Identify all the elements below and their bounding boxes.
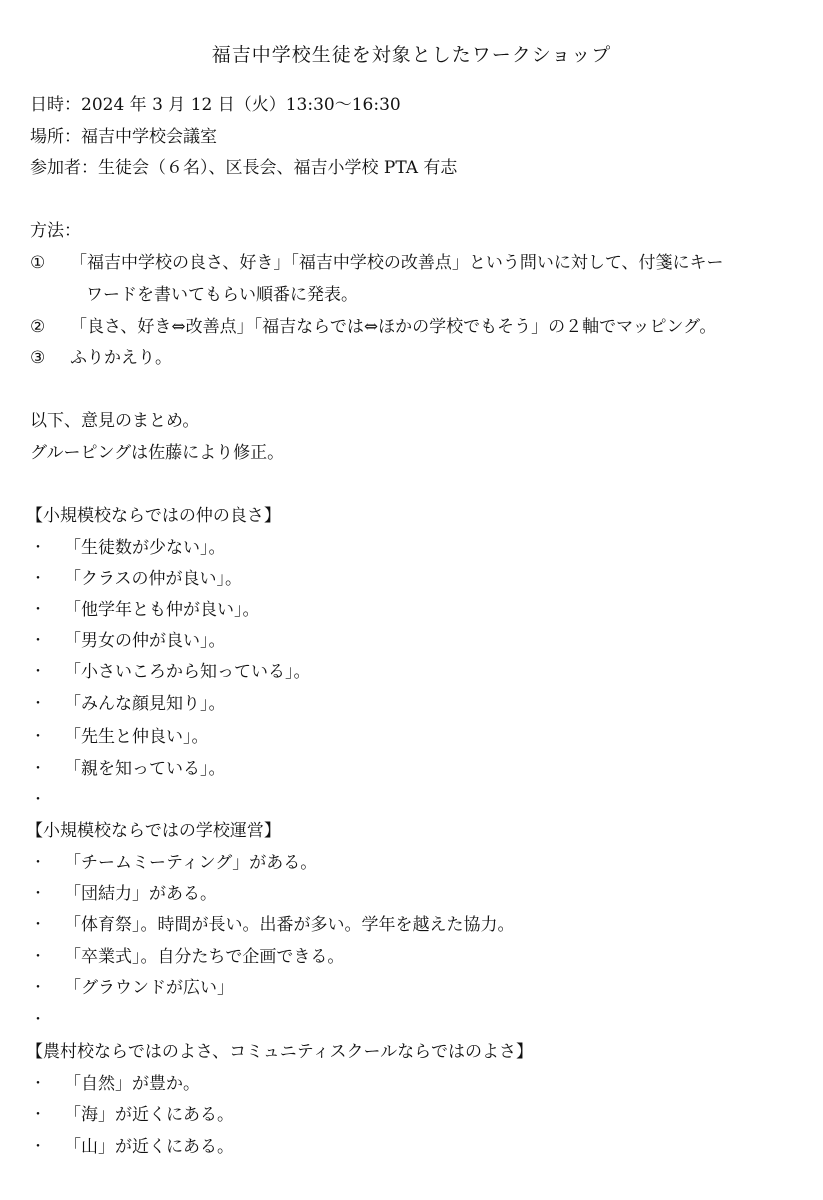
list-item: 「生徒数が少ない」。 — [64, 538, 226, 558]
section-heading: 【農村校ならではのよさ、コミュニティスクールならではのよさ】 — [26, 1042, 533, 1062]
list-item: 「卒業式」。自分たちで企画できる。 — [64, 947, 345, 967]
step-text-continued: ワードを書いてもらい順番に発表。 — [86, 285, 358, 305]
list-item: 「先生と仲良い」。 — [64, 727, 209, 747]
meta-participants: 参加者：生徒会（６名）、区長会、福吉小学校 PTA 有志 — [30, 158, 458, 178]
list-item: 「親を知っている」。 — [64, 759, 226, 779]
section-heading: 【小規模校ならではの仲の良さ】 — [26, 506, 281, 526]
list-item: 「体育祭」。時間が長い。出番が多い。学年を越えた協力。 — [64, 915, 515, 935]
list-item: 「他学年とも仲が良い」。 — [64, 600, 260, 620]
step-text: ふりかえり。 — [70, 348, 172, 368]
list-item: 「グラウンドが広い」 — [64, 978, 234, 998]
list-item: 「チームミーティング」がある。 — [64, 853, 318, 873]
bullet-dot: ・ — [31, 1139, 45, 1155]
bullet-dot: ・ — [31, 886, 45, 902]
bullet-dot: ・ — [31, 664, 45, 680]
summary-line: 以下、意見のまとめ。 — [30, 411, 200, 431]
bullet-dot: ・ — [31, 761, 45, 777]
bullet-dot: ・ — [31, 1012, 45, 1028]
bullet-dot: ・ — [31, 1076, 45, 1092]
bullet-dot: ・ — [31, 980, 45, 996]
meta-place: 場所：福吉中学校会議室 — [30, 127, 217, 147]
document-title: 福吉中学校生徒を対象としたワークショップ — [211, 44, 612, 66]
bullet-dot: ・ — [31, 855, 45, 871]
summary-line: グルーピングは佐藤により修正。 — [30, 443, 285, 463]
bullet-dot: ・ — [31, 633, 45, 649]
bullet-dot: ・ — [31, 792, 45, 808]
step-text: 「福吉中学校の良さ、好き」「福吉中学校の改善点」という問いに対して、付箋にキー — [70, 253, 724, 273]
list-item: 「海」が近くにある。 — [64, 1105, 234, 1125]
list-item: 「団結力」がある。 — [64, 884, 217, 904]
list-item: 「山」が近くにある。 — [64, 1137, 234, 1157]
bullet-dot: ・ — [31, 696, 45, 712]
list-item: 「クラスの仲が良い」。 — [64, 569, 242, 589]
list-item: 「自然」が豊か。 — [64, 1074, 200, 1094]
step-number: ③ — [30, 348, 46, 368]
step-text: 「良さ、好き⇔改善点」「福吉ならでは⇔ほかの学校でもそう」の２軸でマッピング。 — [70, 317, 717, 337]
bullet-dot: ・ — [31, 571, 45, 587]
bullet-dot: ・ — [31, 949, 45, 965]
step-number: ① — [30, 253, 46, 273]
section-heading: 【小規模校ならではの学校運営】 — [26, 821, 281, 841]
list-item: 「男女の仲が良い」。 — [64, 631, 226, 651]
method-heading: 方法： — [30, 221, 81, 241]
bullet-dot: ・ — [31, 540, 45, 556]
meta-datetime: 日時：2024 年 3 月 12 日（火）13:30～16:30 — [30, 95, 401, 115]
step-number: ② — [30, 317, 46, 337]
bullet-dot: ・ — [31, 729, 45, 745]
bullet-dot: ・ — [31, 1107, 45, 1123]
bullet-dot: ・ — [31, 917, 45, 933]
list-item: 「みんな顔見知り」。 — [64, 694, 226, 714]
list-item: 「小さいころから知っている」。 — [64, 662, 311, 682]
bullet-dot: ・ — [31, 602, 45, 618]
